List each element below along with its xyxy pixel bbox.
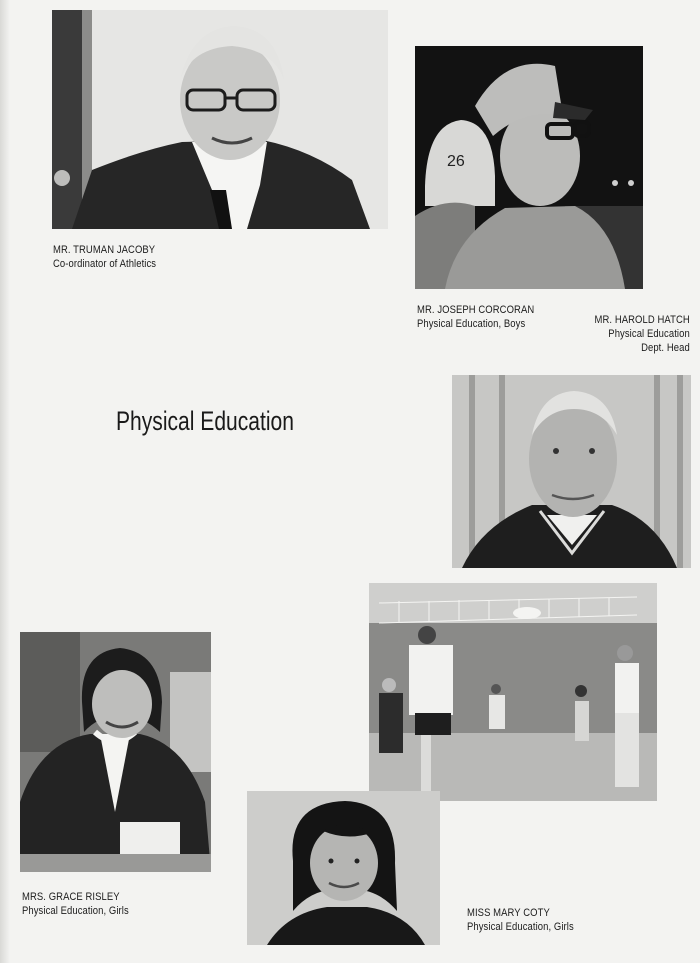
staff-title: Co-ordinator of Athletics	[53, 258, 157, 270]
staff-title-line2: Dept. Head	[641, 342, 690, 354]
page-title: Physical Education	[116, 406, 294, 436]
caption-joseph-corcoran	[417, 303, 534, 331]
staff-name: MRS. GRACE RISLEY	[22, 891, 120, 903]
jersey-number: 26	[447, 153, 465, 170]
staff-title: Physical Education, Girls	[467, 921, 574, 933]
page-binding-shadow	[0, 0, 10, 963]
photo-gym-volleyball	[369, 583, 657, 801]
staff-name: MR. JOSEPH CORCORAN	[417, 304, 535, 316]
staff-title: Physical Education, Boys	[417, 318, 526, 330]
staff-name: MISS MARY COTY	[467, 907, 550, 919]
photo-truman-jacoby	[52, 10, 388, 229]
staff-name: MR. TRUMAN JACOBY	[53, 244, 156, 256]
caption-grace-risley	[22, 890, 129, 918]
photo-grace-risley	[20, 632, 211, 872]
photo-harold-hatch	[452, 375, 691, 568]
caption-harold-hatch	[595, 313, 690, 355]
photo-mary-coty	[247, 791, 440, 945]
caption-truman-jacoby	[53, 243, 156, 271]
photo-joseph-corcoran	[415, 46, 643, 289]
staff-name: MR. HAROLD HATCH	[594, 314, 690, 326]
staff-title: Physical Education	[608, 328, 690, 340]
caption-mary-coty	[467, 906, 574, 934]
staff-title: Physical Education, Girls	[22, 905, 129, 917]
